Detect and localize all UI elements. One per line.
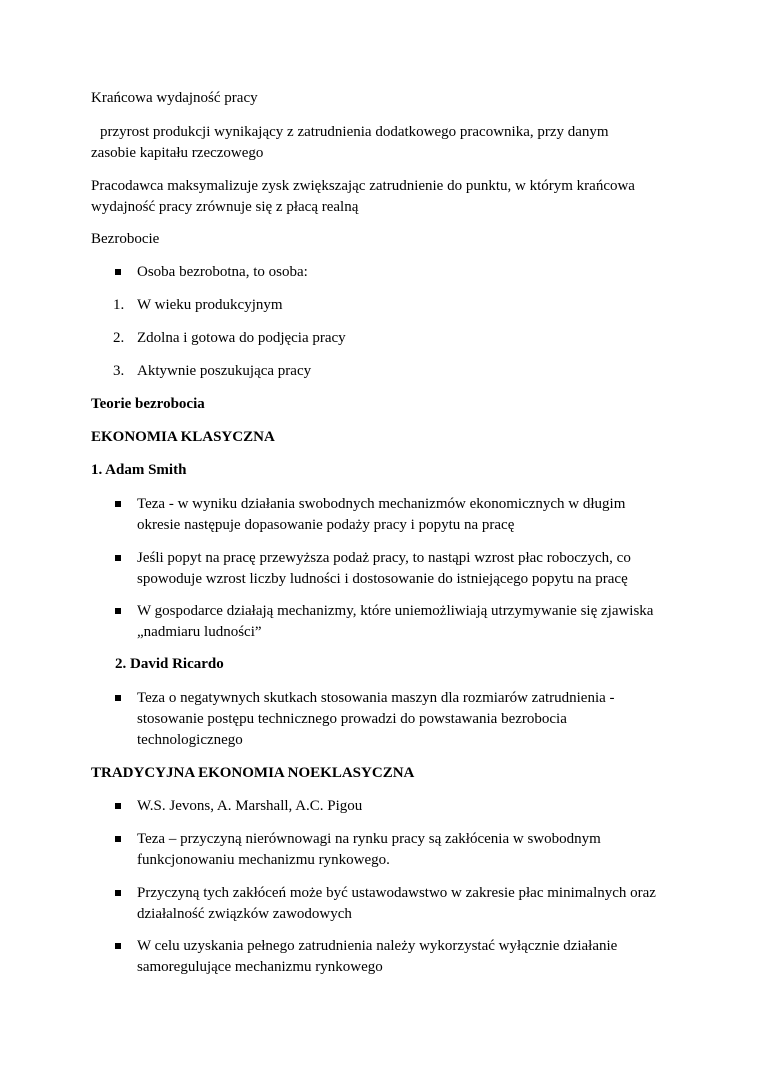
unemployment-title: Bezrobocie [91,231,160,247]
adam-smith-heading: 1. Adam Smith [91,462,187,478]
ricardo-bullet-line-2: stosowanie postępu technicznego prowadzi do powstawania bezrobocia [137,711,567,727]
list-item-number: 3. [113,363,125,379]
smith-bullet-2-line-2: spowoduje wzrost liczby ludności i dostosowanie do istniejącego popytu na pracę [137,571,628,587]
list-item: Aktywnie poszukująca pracy [137,363,312,379]
smith-bullet-3-line-1: W gospodarce działają mechanizmy, które uniemożliwiają utrzymywanie się zjawiska [137,603,654,619]
definition-text-line-2: zasobie kapitału rzeczowego [91,145,264,161]
bullet-icon [115,269,121,275]
bullet-icon [115,608,121,614]
neoclassical-bullet-1: W.S. Jevons, A. Marshall, A.C. Pigou [137,798,363,814]
bullet-icon [115,890,121,896]
neoclassical-bullet-3-line-2: działalność związków zawodowych [137,906,352,922]
neoclassical-bullet-2-line-1: Teza – przyczyną nierównowagi na rynku pracy są zakłócenia w swobodnym [137,831,601,847]
definition-text-line-1: przyrost produkcji wynikający z zatrudnienia dodatkowego pracownika, przy danym [100,124,609,140]
list-item-number: 2. [113,330,125,346]
david-ricardo-heading: 2. David Ricardo [115,656,224,672]
bullet-icon [115,501,121,507]
neoclassical-bullet-4-line-2: samoregulujące mechanizmu rynkowego [137,959,383,975]
bullet-icon [115,836,121,842]
list-item: W wieku produkcyjnym [137,297,283,313]
employer-paragraph-line-2: wydajność pracy zrównuje się z płacą realną [91,199,359,215]
list-item: Zdolna i gotowa do podjęcia pracy [137,330,346,346]
neoclassical-bullet-4-line-1: W celu uzyskania pełnego zatrudnienia należy wykorzystać wyłącznie działanie [137,938,618,954]
bullet-icon [115,803,121,809]
unemployed-definition-bullet: Osoba bezrobotna, to osoba: [137,264,308,280]
bullet-icon [115,555,121,561]
smith-bullet-1-line-2: okresie następuje dopasowanie podaży pracy i popytu na pracę [137,517,515,533]
smith-bullet-1-line-1: Teza - w wyniku działania swobodnych mechanizmów ekonomicznych w długim [137,496,626,512]
smith-bullet-3-line-2: „nadmiaru ludności” [137,624,262,640]
bullet-icon [115,943,121,949]
theories-heading: Teorie bezrobocia [91,396,205,412]
list-item-number: 1. [113,297,125,313]
employer-paragraph-line-1: Pracodawca maksymalizuje zysk zwiększając zatrudnienie do punktu, w którym krańcowa [91,178,635,194]
smith-bullet-2-line-1: Jeśli popyt na pracę przewyższa podaż pracy, to nastąpi wzrost płac roboczych, co [137,550,631,566]
bullet-icon [115,695,121,701]
neoclassical-bullet-2-line-2: funkcjonowaniu mechanizmu rynkowego. [137,852,390,868]
neoclassical-bullet-3-line-1: Przyczyną tych zakłóceń może być ustawodawstwo w zakresie płac minimalnych oraz [137,885,656,901]
classical-economics-heading: EKONOMIA KLASYCZNA [91,429,275,445]
ricardo-bullet-line-1: Teza o negatywnych skutkach stosowania maszyn dla rozmiarów zatrudnienia - [137,690,615,706]
neoclassical-economics-heading: TRADYCYJNA EKONOMIA NOEKLASYCZNA [91,765,415,781]
definition-title: Krańcowa wydajność pracy [91,90,258,106]
ricardo-bullet-line-3: technologicznego [137,732,243,748]
